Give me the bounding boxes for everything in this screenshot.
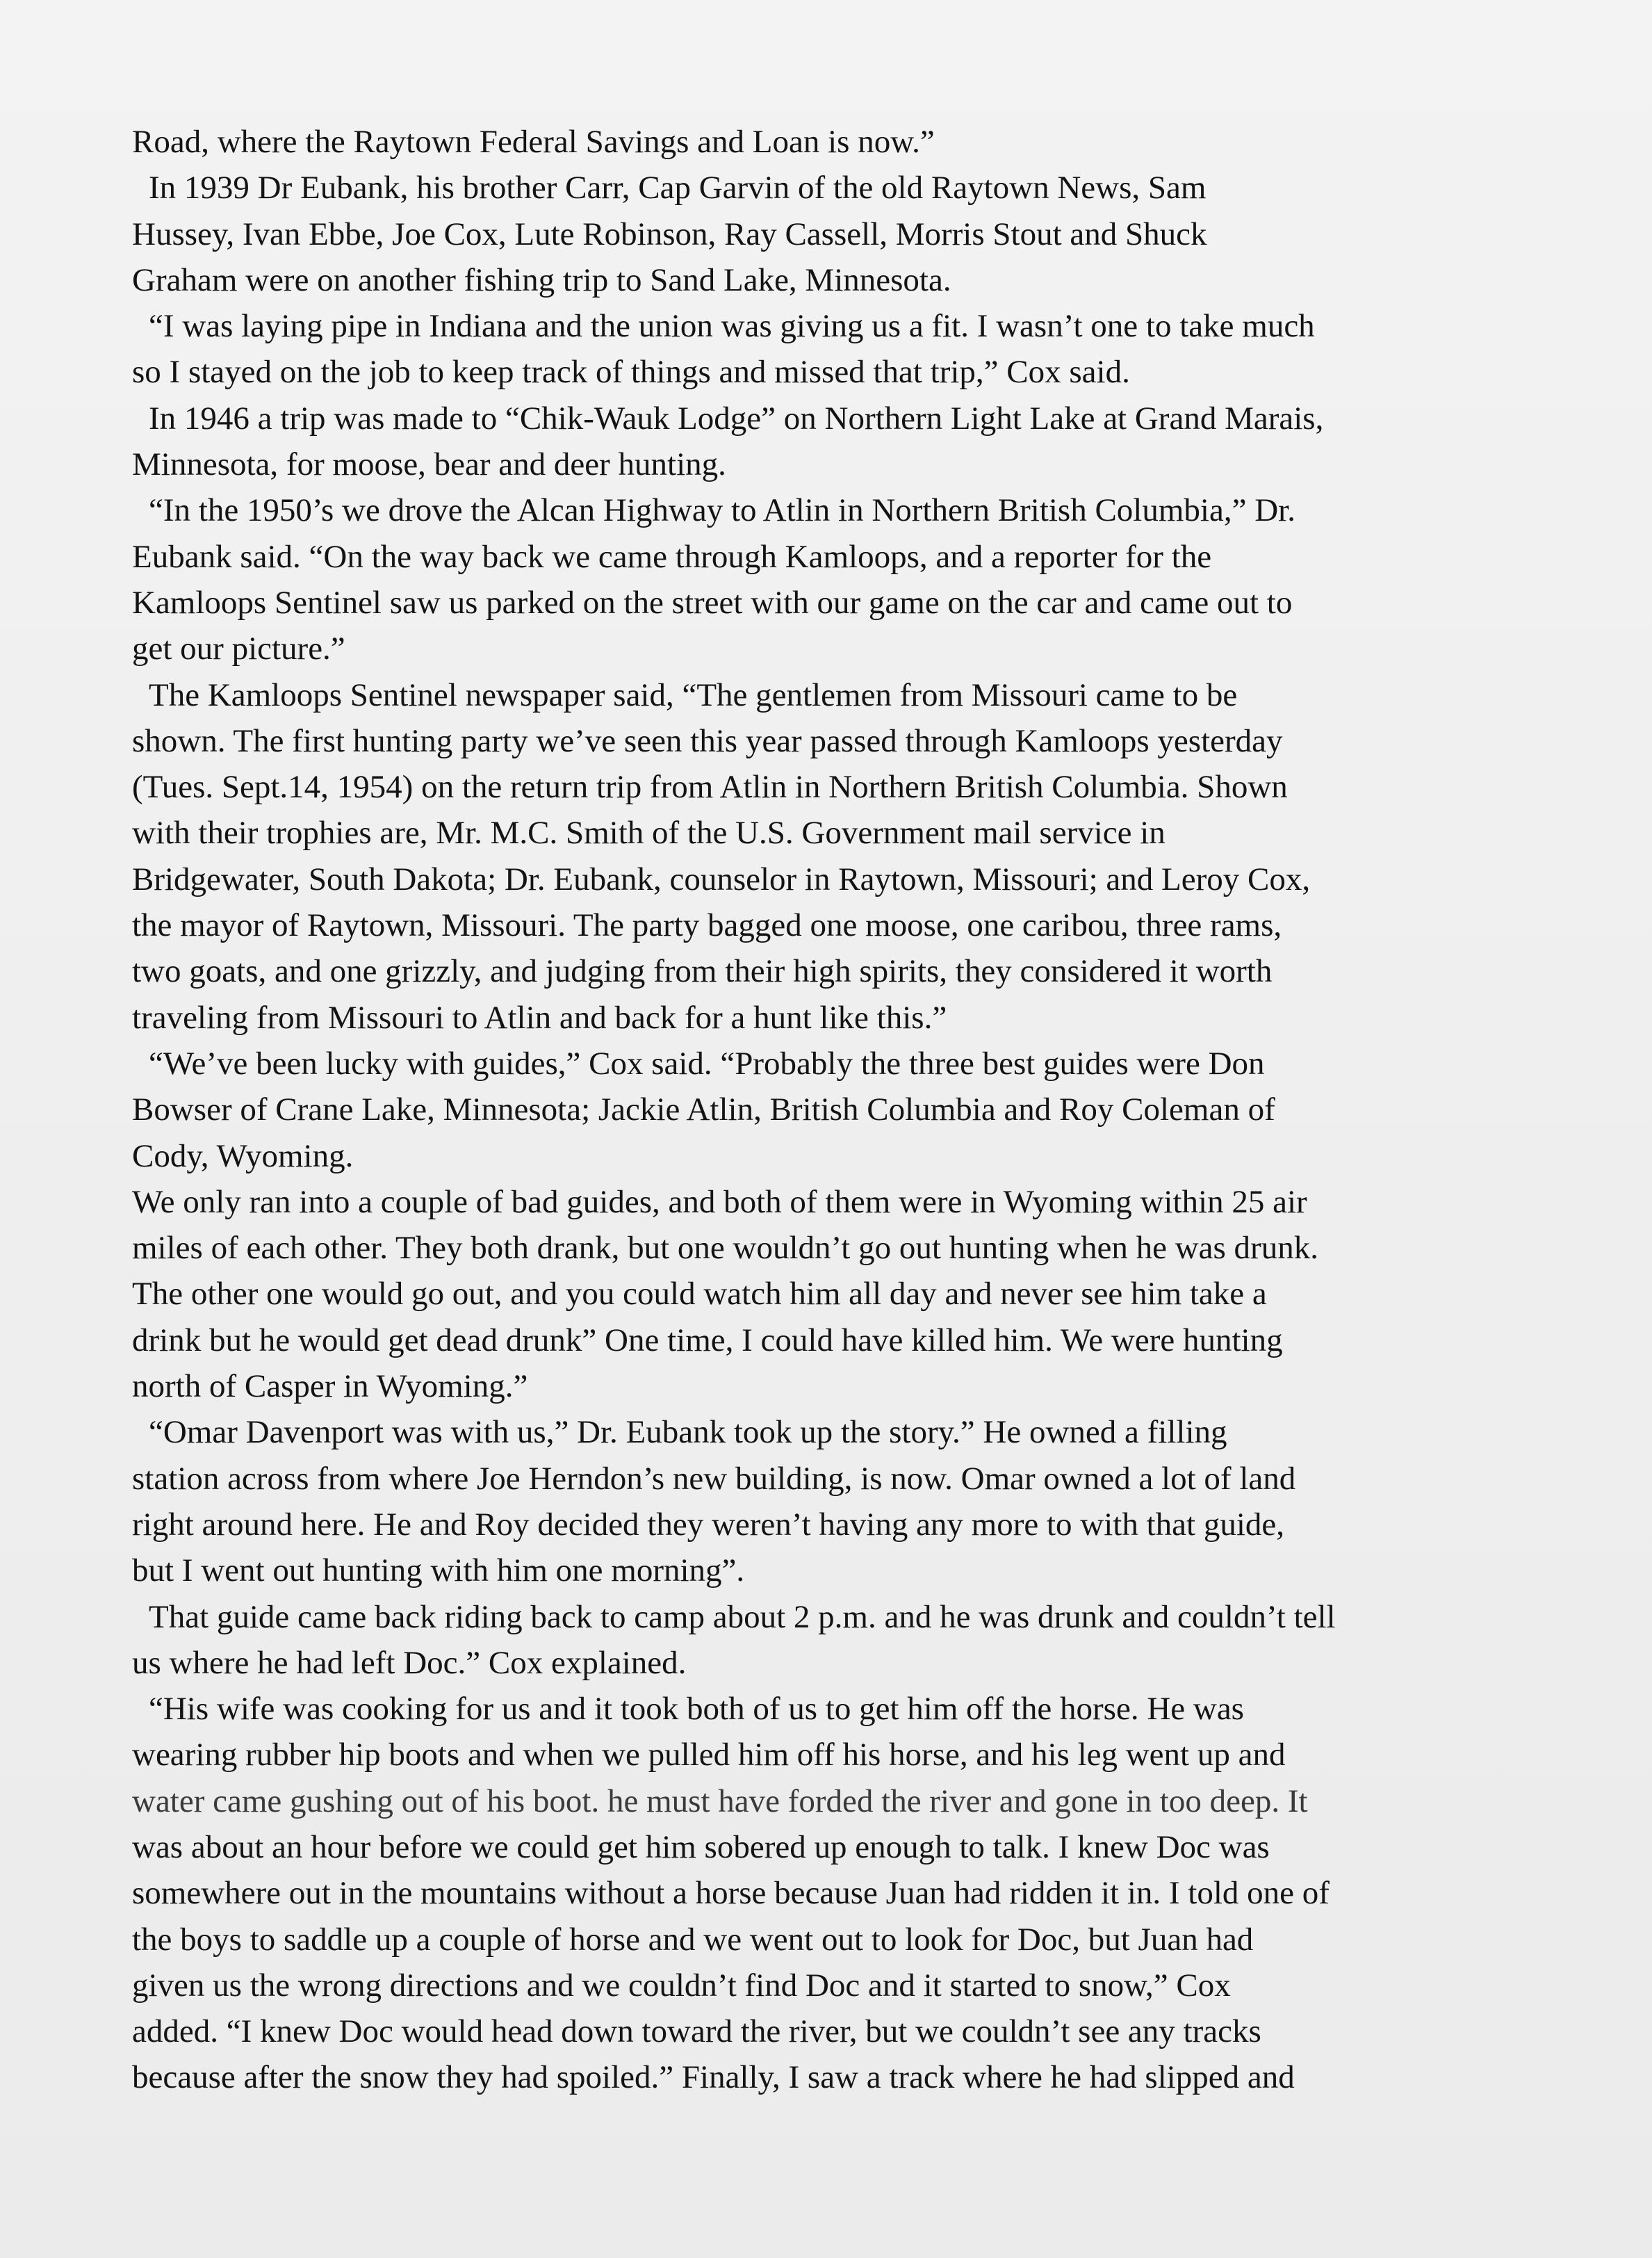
- text-line: (Tues. Sept.14, 1954) on the return trip from Atlin in Northern British Columbia. Shown: [132, 769, 1288, 806]
- text-line: water came gushing out of his boot. he must have forded the river and gone in too deep. It: [132, 1782, 1308, 1819]
- text-line: wearing rubber hip boots and when we pulled him off his horse, and his leg went up and: [132, 1737, 1286, 1773]
- text-line: get our picture.”: [132, 631, 345, 667]
- text-line: north of Casper in Wyoming.”: [132, 1368, 528, 1405]
- text-line: Cody, Wyoming.: [132, 1137, 354, 1174]
- text-line: the mayor of Raytown, Missouri. The party bagged one moose, one caribou, three rams,: [132, 907, 1282, 944]
- text-line: somewhere out in the mountains without a horse because Juan had ridden it in. I told one of: [132, 1875, 1330, 1912]
- text-line: miles of each other. They both drank, but one wouldn’t go out hunting when he was drunk.: [132, 1230, 1318, 1267]
- text-line: “In the 1950’s we drove the Alcan Highway to Atlin in Northern British Columbia,” Dr.: [149, 492, 1295, 529]
- text-line: “Omar Davenport was with us,” Dr. Eubank took up the story.” He owned a filling: [149, 1414, 1227, 1451]
- text-line: “We’ve been lucky with guides,” Cox said. “Probably the three best guides were Don: [149, 1045, 1265, 1082]
- text-line: The other one would go out, and you could watch him all day and never see him take a: [132, 1276, 1267, 1313]
- text-line: That guide came back riding back to camp about 2 p.m. and he was drunk and couldn’t tell: [149, 1598, 1336, 1635]
- text-line: Graham were on another fishing trip to Sand Lake, Minnesota.: [132, 261, 951, 298]
- text-line: “I was laying pipe in Indiana and the union was giving us a fit. I wasn’t one to take much: [149, 308, 1315, 345]
- text-line: In 1946 a trip was made to “Chik-Wauk Lodge” on Northern Light Lake at Grand Marais,: [149, 400, 1324, 437]
- text-line: We only ran into a couple of bad guides, and both of them were in Wyoming within 25 air: [132, 1183, 1307, 1220]
- text-line: but I went out hunting with him one morning”.: [132, 1552, 745, 1589]
- text-line: Hussey, Ivan Ebbe, Joe Cox, Lute Robinson, Ray Cassell, Morris Stout and Shuck: [132, 216, 1207, 252]
- text-line: because after the snow they had spoiled.” Finally, I saw a track where he had slipped and: [132, 2059, 1295, 2096]
- text-line: so I stayed on the job to keep track of things and missed that trip,” Cox said.: [132, 354, 1130, 391]
- text-line: shown. The first hunting party we’ve seen this year passed through Kamloops yesterday: [132, 722, 1283, 759]
- text-line: was about an hour before we could get him sobered up enough to talk. I knew Doc was: [132, 1828, 1270, 1865]
- text-line: right around here. He and Roy decided they weren’t having any more to with that guide,: [132, 1506, 1285, 1543]
- text-line: Kamloops Sentinel saw us parked on the street with our game on the car and came out to: [132, 584, 1293, 621]
- text-line: Eubank said. “On the way back we came through Kamloops, and a reporter for the: [132, 538, 1212, 575]
- text-line: Bridgewater, South Dakota; Dr. Eubank, counselor in Raytown, Missouri; and Leroy Cox,: [132, 861, 1311, 897]
- text-line: the boys to saddle up a couple of horse and we went out to look for Doc, but Juan had: [132, 1921, 1254, 1958]
- text-line: Minnesota, for moose, bear and deer hunting.: [132, 446, 726, 483]
- body-text: [132, 119, 1626, 2101]
- text-line: In 1939 Dr Eubank, his brother Carr, Cap Garvin of the old Raytown News, Sam: [149, 170, 1207, 206]
- text-line: given us the wrong directions and we couldn’t find Doc and it started to snow,” Cox: [132, 1967, 1231, 2004]
- text-line: two goats, and one grizzly, and judging from their high spirits, they considered it worth: [132, 953, 1273, 990]
- text-line: Bowser of Crane Lake, Minnesota; Jackie Atlin, British Columbia and Roy Coleman of: [132, 1091, 1275, 1128]
- text-line: The Kamloops Sentinel newspaper said, “The gentlemen from Missouri came to be: [149, 676, 1238, 713]
- text-line: added. “I knew Doc would head down toward the river, but we couldn’t see any tracks: [132, 2013, 1261, 2050]
- text-line: us where he had left Doc.” Cox explained.: [132, 1644, 687, 1681]
- text-line: traveling from Missouri to Atlin and back for a hunt like this.”: [132, 999, 947, 1036]
- text-line: station across from where Joe Herndon’s new building, is now. Omar owned a lot of land: [132, 1460, 1296, 1497]
- text-line: Road, where the Raytown Federal Savings and Loan is now.”: [132, 124, 935, 160]
- text-line: “His wife was cooking for us and it took both of us to get him off the horse. He was: [149, 1691, 1244, 1728]
- text-line: with their trophies are, Mr. M.C. Smith of the U.S. Government mail service in: [132, 815, 1166, 852]
- text-line: drink but he would get dead drunk” One time, I could have killed him. We were hunting: [132, 1322, 1283, 1358]
